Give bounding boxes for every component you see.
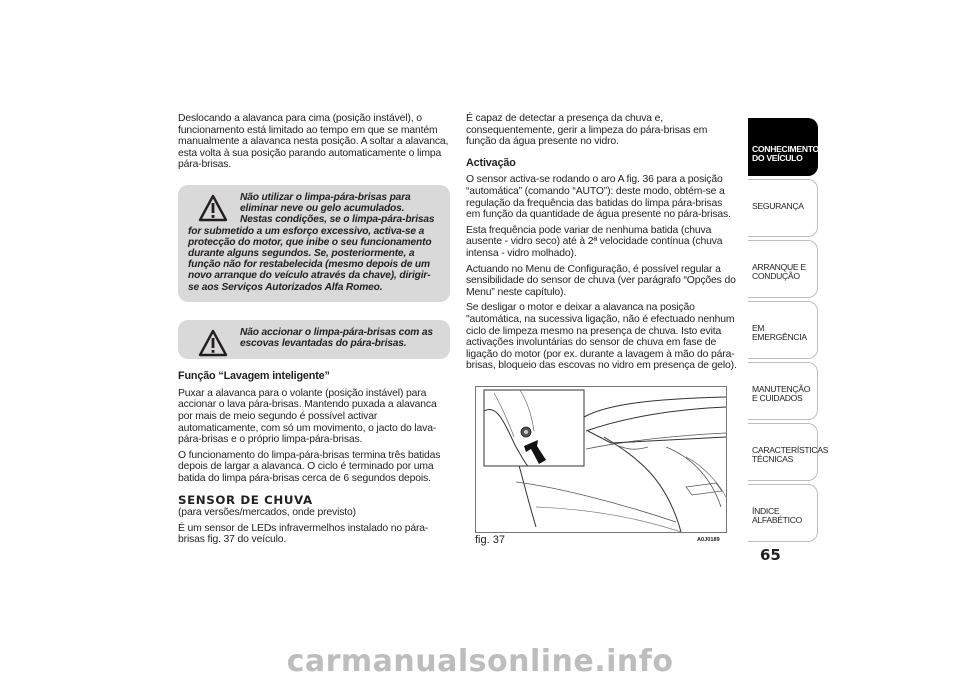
tab-conhecimento-do-veiculo[interactable]: CONHECIMENTO DO VEÍCULO bbox=[748, 118, 818, 176]
figure-code: A0J0189 bbox=[697, 537, 720, 543]
tab-seguranca[interactable]: SEGURANÇA bbox=[748, 179, 818, 237]
intro-paragraph: Deslocando a alavanca para cima (posição instável), o funcionamento está limitado ao tempo em que se mantém manualmente a alavanca nesta posição. A soltar a alavanca, esta volta à sua posição parando automaticamente o limpa pára-brisas. bbox=[178, 113, 449, 171]
rain-sensor-heading: SENSOR DE CHUVA bbox=[178, 492, 313, 507]
watermark: carmanualsonline.info bbox=[286, 644, 674, 679]
figure-caption: fig. 37 bbox=[475, 534, 505, 546]
rain-sensor-paragraph: É um sensor de LEDs infravermelhos instalado no pára-brisas fig. 37 do veículo. bbox=[178, 522, 429, 546]
smart-wash-paragraph-2: O funcionamento do limpa-pára-brisas termina três batidas depois de largar a alavanca. O ciclo é terminado por uma batida do limpa pára-brisas cerca de 6 segundos depois. bbox=[178, 449, 441, 484]
tab-manutencao-e-cuidados[interactable]: MANUTENÇÃO E CUIDADOS bbox=[748, 362, 818, 420]
smart-wash-paragraph-1: Puxar a alavanca para o volante (posição instável) para accionar o lava pára-brisas. Mantendo puxada a alavanca por mais de meio segundo é possível activar automaticamente, com só um movimento, o jacto do lava-pára-brisas e o próprio limpa-pára-brisas. bbox=[178, 387, 437, 446]
warning-triangle-icon bbox=[198, 329, 228, 357]
rain-sensor-subtitle: (para versões/mercados, onde previsto) bbox=[178, 507, 356, 519]
warning-triangle-icon bbox=[198, 194, 228, 222]
tab-em-emergencia[interactable]: EM EMERGÊNCIA bbox=[748, 301, 818, 359]
activation-paragraph-2: Esta frequência pode variar de nenhuma batida (chuva ausente - vidro seco) até à 2ª velocidade contínua (chuva intensa - vidro molhado). bbox=[466, 224, 723, 259]
windshield-illustration bbox=[476, 387, 726, 532]
right-column bbox=[466, 113, 738, 376]
tab-arranque-e-conducao[interactable]: ARRANQUE E CONDUÇÃO bbox=[748, 240, 818, 298]
activation-paragraph-4: Se desligar o motor e deixar a alavanca na posição "automática, na sucessiva ligação, não é efectuado nenhum ciclo de limpeza mesmo na presença de chuva. Isto evita activações involuntárias do sensor de chuva em fase de ligação do motor (por ex. durante a lavagem à mão do pára-brisas, bloqueio das escovas no vidro em presença de gelo). bbox=[466, 302, 737, 372]
tab-caracteristicas-tecnicas[interactable]: CARACTERÍSTICAS TÉCNICAS bbox=[748, 423, 818, 481]
activation-paragraph-3: Actuando no Menu de Configuração, é possível regular a sensibilidade do sensor de chuva (ver parágrafo “Opções do Menu” neste capítulo). bbox=[466, 263, 736, 298]
smart-wash-title: Função “Lavagem inteligente” bbox=[178, 370, 330, 383]
warning-box-ice bbox=[178, 185, 450, 302]
activation-title: Activação bbox=[466, 156, 516, 169]
rain-sensor-figure bbox=[475, 386, 727, 533]
detection-paragraph: É capaz de detectar a presença da chuva e, consequentemente, gerir a limpeza do pára-brisas em função da água presente no vidro. bbox=[466, 113, 708, 148]
warning-text-brushes: Não accionar o limpa-pára-brisas com as escovas levantadas do pára-brisas. bbox=[240, 326, 433, 349]
left-column bbox=[178, 113, 450, 550]
tab-indice-alfabetico[interactable]: ÍNDICE ALFABÉTICO bbox=[748, 484, 818, 542]
warning-text-ice: Não utilizar o limpa-pára-brisas para eliminar neve ou gelo acumulados. Nestas condições, se o limpa-pára-brisas for submetido a um esforço excessivo, activa-se a protecção do motor, que inibe o seu funcionamento durante alguns segundos. Se, posteriormente, a função não for restabelecida (mesmo depois de um novo arranque do veículo através da chave), dirigir-se aos Serviços Autorizados Alfa Romeo. bbox=[188, 191, 435, 293]
warning-box-brushes bbox=[178, 320, 450, 359]
activation-paragraph-1: O sensor activa-se rodando o aro A fig. 36 para a posição “automática” (comando “AUTO”): deste modo, obtém-se a regulação da frequência das batidas do limpa pára-brisas em função da quantidade de água presente no pára-brisas. bbox=[466, 174, 731, 221]
page-number: 65 bbox=[760, 546, 781, 564]
